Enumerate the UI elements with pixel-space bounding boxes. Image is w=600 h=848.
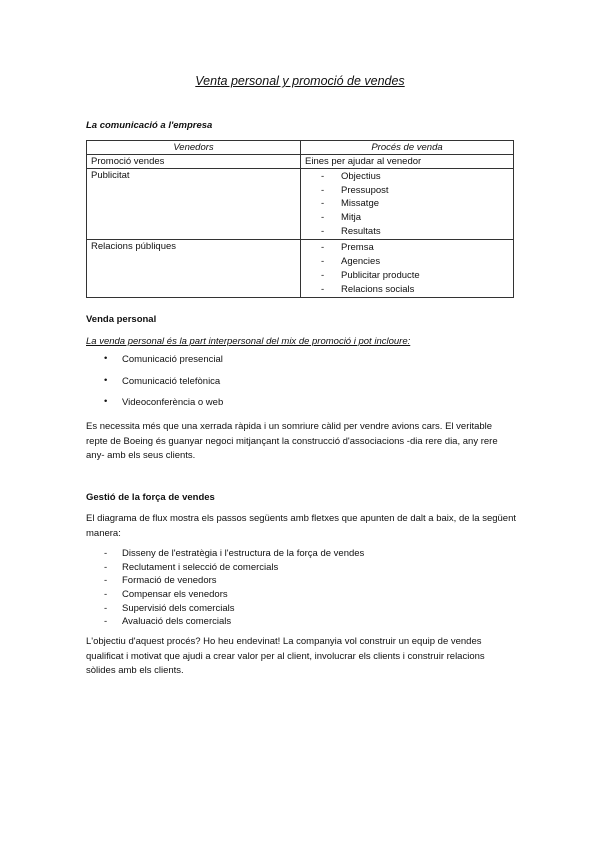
flow-diagram-intro: El diagrama de flux mostra els passos següents amb fletxes que apunten de dalt a baix, de la següent manera: [86, 513, 516, 539]
table-cell-venedors: Publicitat [87, 169, 301, 240]
table-cell-venedors: Relacions públiques [87, 240, 301, 298]
table-row [87, 155, 514, 169]
communication-bullet-list [104, 354, 223, 419]
list-item: - Agencies [321, 255, 509, 269]
list-item: - Reclutament i selecció de comercials [104, 561, 364, 575]
list-item: - Relacions socials [321, 283, 509, 297]
list-item: - Resultats [321, 225, 509, 239]
list-item: - Compensar els venedors [104, 588, 364, 602]
list-item: - Pressupost [321, 184, 509, 198]
list-item: • Comunicació presencial [104, 354, 223, 376]
list-item: - Avaluació dels comercials [104, 615, 364, 629]
list-item: - Premsa [321, 241, 509, 255]
objective-paragraph: L'objectiu d'aquest procés? Ho heu endevinat! La companyia vol construir un equip de vendes qualificat i motivat que ajudi a crear valor per al client, involucrar els clients i construir relacions sòlides amb els clients. [86, 636, 485, 676]
table-row [87, 240, 514, 298]
section-heading-communication: La comunicació a l'empresa [86, 120, 213, 131]
list-item: • Videoconferència o web [104, 397, 223, 419]
table-cell-proces: Eines per ajudar al venedor [301, 155, 514, 169]
sales-process-table [86, 140, 514, 298]
section-heading-personal-sales: Venda personal [86, 314, 157, 325]
process-item-list [305, 241, 509, 296]
table-row [87, 169, 514, 240]
section-heading-sales-force: Gestió de la força de vendes [86, 492, 215, 503]
list-item: - Supervisió dels comercials [104, 602, 364, 616]
table-cell-proces [301, 169, 514, 240]
table-cell-proces [301, 240, 514, 298]
list-item: - Publicitar producte [321, 269, 509, 283]
process-item-list [305, 170, 509, 238]
personal-sales-intro: La venda personal és la part interpersonal del mix de promoció i pot incloure: [86, 336, 411, 347]
sales-force-steps-list [104, 547, 364, 629]
list-item: • Comunicació telefònica [104, 376, 223, 398]
table-cell-venedors: Promoció vendes [87, 155, 301, 169]
list-item: - Disseny de l'estratègia i l'estructura de la força de vendes [104, 547, 364, 561]
list-item: - Missatge [321, 197, 509, 211]
list-item: - Mitja [321, 211, 509, 225]
page-title: Venta personal y promoció de vendes [195, 74, 405, 88]
list-item: - Objectius [321, 170, 509, 184]
list-item: - Formació de venedors [104, 574, 364, 588]
table-header-row [87, 141, 514, 155]
column-header: Venedors [87, 141, 301, 155]
column-header: Procés de venda [301, 141, 514, 155]
boeing-paragraph: Es necessita més que una xerrada ràpida i un somriure càlid per vendre avions cars. El veritable repte de Boeing és guanyar negoci mitjançant la construcció d'associacions -dia rere dia, any rere any- amb els seus clients. [86, 421, 498, 461]
